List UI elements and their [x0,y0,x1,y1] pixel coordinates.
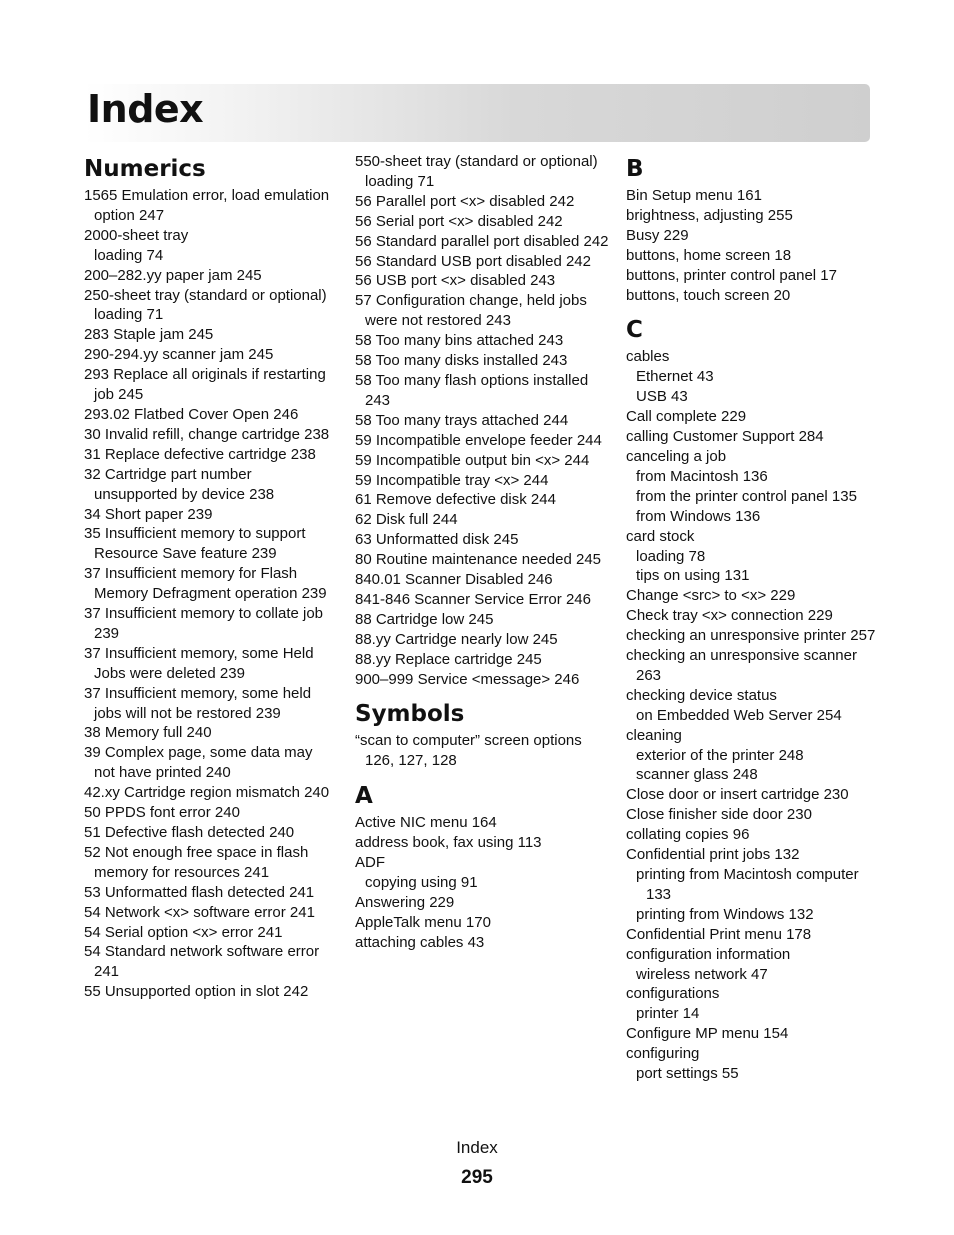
index-subentry: loading 78 [636,547,706,565]
index-entry: 34 Short paper 239 [84,505,213,523]
index-entry: buttons, home screen 18 [626,246,792,264]
page-number: 295 [461,1167,493,1188]
index-column-2 [355,152,613,953]
index-entry: 293 Replace all originals if restarting job 245 [84,366,326,404]
index-subentry: wireless network 47 [636,965,768,983]
index-entry: 56 Serial port <x> disabled 242 [355,212,563,230]
index-subentry: on Embedded Web Server 254 [636,706,842,724]
index-subentry: tips on using 131 [636,567,750,585]
index-subentry: printing from Windows 132 [636,905,814,923]
index-entry: card stock [626,527,695,545]
index-entry: cleaning [626,726,682,744]
index-entry: AppleTalk menu 170 [355,913,491,931]
index-entry: 283 Staple jam 245 [84,326,214,344]
index-entry: 840.01 Scanner Disabled 246 [355,571,553,589]
index-entry: 42.xy Cartridge region mismatch 240 [84,784,330,802]
index-subentry: exterior of the printer 248 [636,746,804,764]
section-gap [355,771,613,779]
index-entry: buttons, touch screen 20 [626,286,791,304]
index-entry: 59 Incompatible tray <x> 244 [355,471,549,489]
index-entry: 54 Network <x> software error 241 [84,903,315,921]
index-entry: Close door or insert cartridge 230 [626,786,849,804]
index-entry: configuring [626,1045,700,1063]
index-entry: 56 USB port <x> disabled 243 [355,272,556,290]
section-heading: Symbols [355,701,465,728]
index-entry: 56 Standard parallel port disabled 242 [355,232,609,250]
index-entry: 50 PPDS font error 240 [84,804,240,822]
index-entry: attaching cables 43 [355,933,485,951]
index-entry: 37 Insufficient memory, some held jobs will not be restored 239 [84,684,312,722]
index-subentry: copying using 91 [365,874,478,891]
index-subentry: printing from Macintosh computer 133 [636,866,859,903]
page-title: Index [87,87,204,131]
index-entry: Call complete 229 [626,408,747,426]
footer-label: Index [456,1138,498,1157]
index-entry: 59 Incompatible output bin <x> 244 [355,451,590,469]
index-entry: 54 Serial option <x> error 241 [84,923,283,941]
index-entry: 53 Unformatted flash detected 241 [84,883,315,901]
section-heading: Numerics [84,156,206,182]
index-entry: 80 Routine maintenance needed 245 [355,551,602,569]
index-entry: Check tray <x> connection 229 [626,607,833,625]
index-subentry: loading 71 [365,172,435,190]
index-entry: Configure MP menu 154 [626,1025,789,1043]
index-entry: brightness, adjusting 255 [626,206,793,224]
index-entry: 56 Parallel port <x> disabled 242 [355,192,575,210]
index-entry: 58 Too many disks installed 243 [355,352,568,370]
index-entry: 35 Insufficient memory to support Resource Save feature 239 [84,525,306,563]
index-entry: configurations [626,985,720,1003]
index-entry: Bin Setup menu 161 [626,187,762,204]
index-entry: 250-sheet tray (standard or optional) [84,286,327,304]
index-entry: ADF [355,854,385,872]
index-subentry: from Windows 136 [636,507,761,525]
index-entry: configuration information [626,945,791,963]
index-entry: 200–282.yy paper jam 245 [84,266,262,284]
index-entry: 37 Insufficient memory, some Held Jobs were deleted 239 [84,644,314,682]
index-entry: 37 Insufficient memory for Flash Memory Defragment operation 239 [84,565,327,603]
index-entry: 900–999 Service <message> 246 [355,670,580,688]
index-entry: 56 Standard USB port disabled 242 [355,252,591,270]
index-entry: Busy 229 [626,226,689,244]
index-subentry: scanner glass 248 [636,766,758,784]
index-entry: checking an unresponsive scanner 263 [626,647,857,684]
index-entry: 32 Cartridge part number unsupported by device 238 [84,465,275,503]
index-entry: Active NIC menu 164 [355,814,497,832]
index-entry: 58 Too many trays attached 244 [355,411,569,429]
section-heading: A [355,783,373,810]
index-title-banner [84,84,870,142]
index-entry: 55 Unsupported option in slot 242 [84,983,309,1001]
index-entry: 38 Memory full 240 [84,724,212,742]
index-entry: 88 Cartridge low 245 [355,610,494,628]
index-entry: 31 Replace defective cartridge 238 [84,445,316,463]
index-column-1 [84,152,336,1002]
index-entry: 290-294.yy scanner jam 245 [84,346,274,364]
index-entry: “scan to computer” screen options 126, 127, 128 [355,732,582,770]
index-entry: buttons, printer control panel 17 [626,266,837,284]
index-entry: 58 Too many bins attached 243 [355,332,564,350]
index-entry: 63 Unformatted disk 245 [355,531,519,549]
index-column-3 [626,152,876,1084]
index-entry: canceling a job [626,447,727,465]
index-entry: 2000-sheet tray [84,226,189,244]
index-subentry: from the printer control panel 135 [636,487,857,505]
index-subentry: loading 74 [94,246,164,264]
index-subentry: printer 14 [636,1005,700,1023]
section-gap [626,305,876,313]
index-entry: Answering 229 [355,893,455,911]
index-entry: 61 Remove defective disk 244 [355,491,556,509]
index-entry: 51 Defective flash detected 240 [84,824,295,841]
index-subentry: Ethernet 43 [636,368,714,386]
index-entry: 62 Disk full 244 [355,511,458,529]
index-entry: address book, fax using 113 [355,834,542,852]
index-subentry: USB 43 [636,388,688,406]
index-entry: 58 Too many flash options installed 243 [355,371,589,409]
index-entry: checking an unresponsive printer 257 [626,627,876,645]
index-subentry: from Macintosh 136 [636,467,768,485]
index-entry: cables [626,348,670,366]
index-subentry: port settings 55 [636,1065,739,1083]
index-entry: 1565 Emulation error, load emulation option 247 [84,187,330,224]
index-entry: 293.02 Flatbed Cover Open 246 [84,405,299,423]
index-subentry: loading 71 [94,306,164,324]
index-entry: Confidential Print menu 178 [626,925,812,943]
index-entry: 39 Complex page, some data may not have printed 240 [84,744,313,782]
index-entry: 59 Incompatible envelope feeder 244 [355,431,602,449]
index-entry: Change <src> to <x> 229 [626,587,796,605]
index-entry: 550-sheet tray (standard or optional) [355,153,598,170]
section-gap [355,689,613,697]
index-entry: checking device status [626,686,777,704]
section-heading: B [626,156,644,182]
index-entry: Close finisher side door 230 [626,806,812,824]
index-entry: 57 Configuration change, held jobs were not restored 243 [355,292,587,330]
index-entry: 37 Insufficient memory to collate job 239 [84,605,324,642]
index-entry: 54 Standard network software error 241 [84,943,320,981]
index-entry: 30 Invalid refill, change cartridge 238 [84,425,330,443]
index-entry: collating copies 96 [626,826,750,844]
index-entry: 52 Not enough free space in flash memory for resources 241 [84,843,309,881]
section-heading: C [626,317,643,344]
index-entry: 88.yy Replace cartridge 245 [355,650,542,668]
index-entry: 88.yy Cartridge nearly low 245 [355,630,558,648]
index-entry: Confidential print jobs 132 [626,846,800,864]
index-entry: 841-846 Scanner Service Error 246 [355,590,591,608]
index-entry: calling Customer Support 284 [626,428,824,446]
